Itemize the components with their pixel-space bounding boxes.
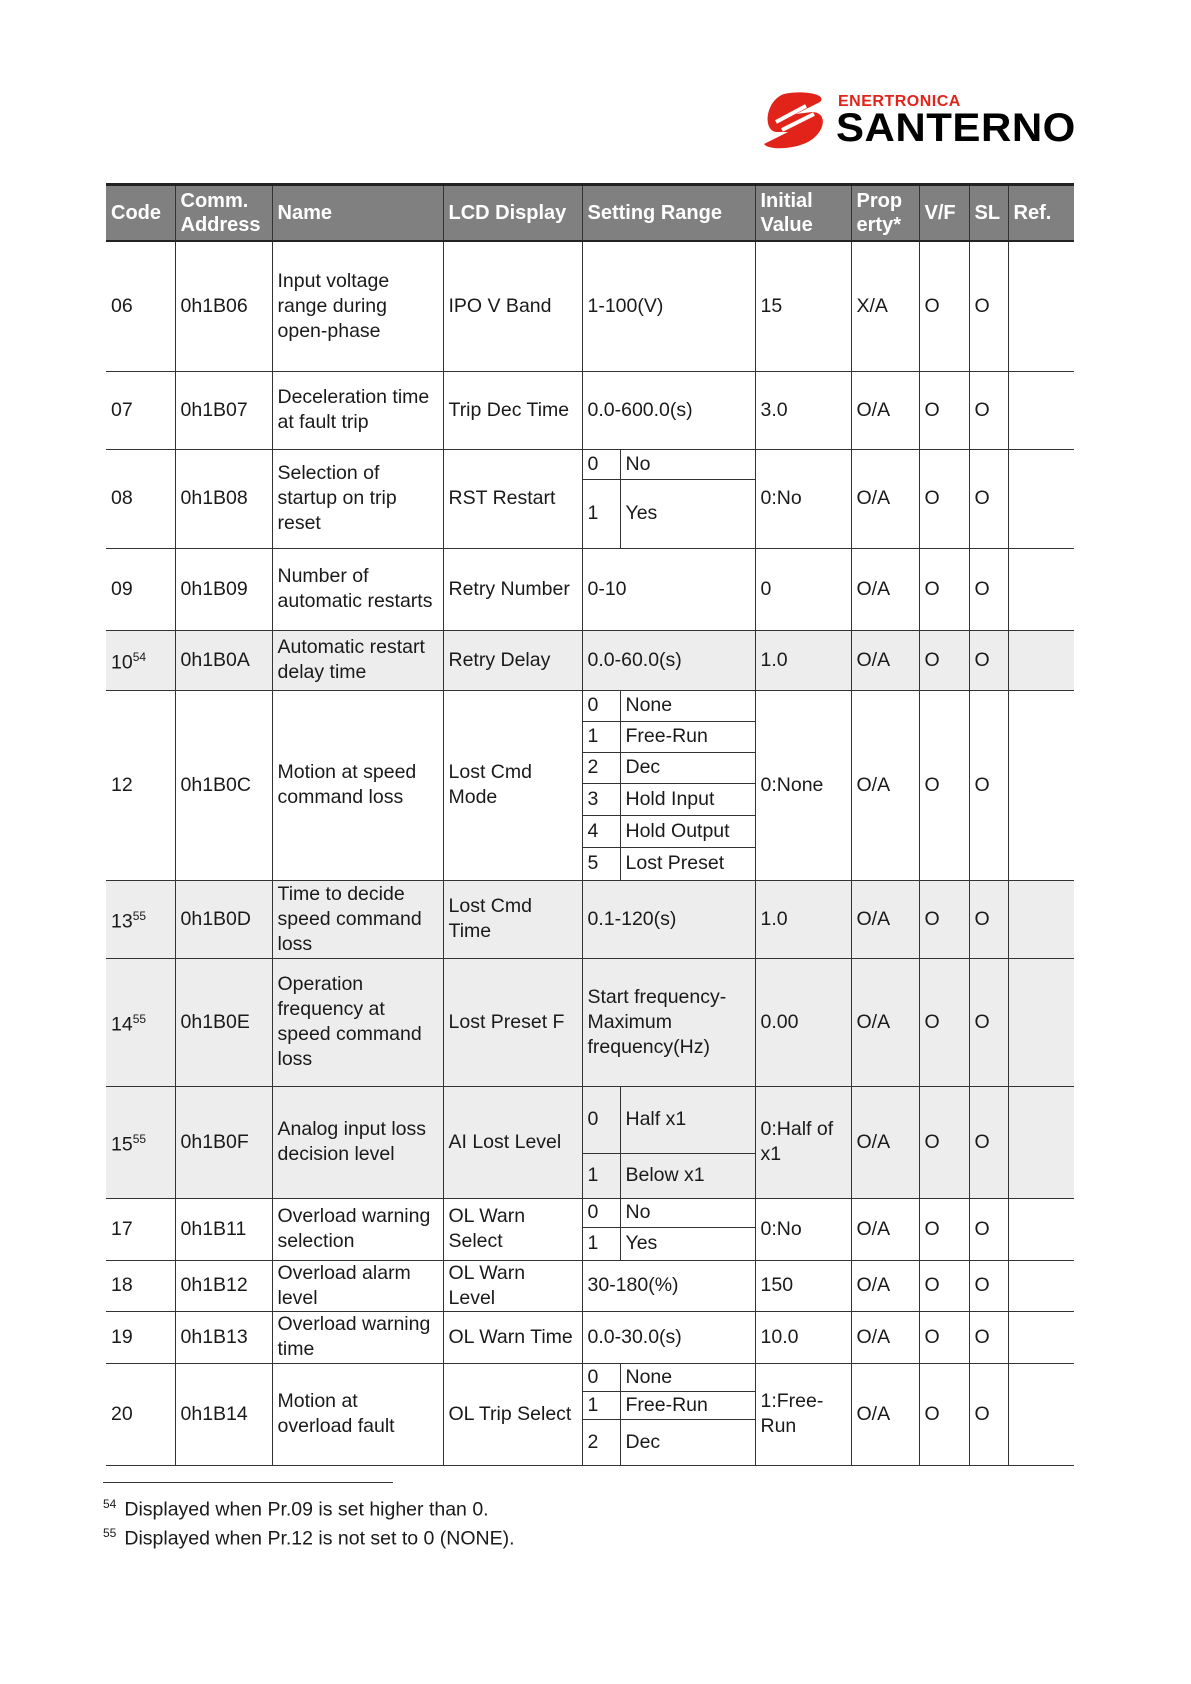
header-code: Code [106, 185, 175, 242]
setting-range-options [582, 1086, 755, 1198]
address-cell: 0h1B14 [175, 1363, 272, 1465]
name-cell: Selection of startup on trip reset [272, 449, 443, 548]
initial-value-cell: 3.0 [755, 371, 851, 449]
setting-range-cell: 0.0-60.0(s) [582, 630, 755, 690]
setting-range-options [582, 449, 755, 548]
table-header-row [106, 185, 1074, 242]
option-row [583, 480, 755, 547]
setting-range-cell: 0.0-600.0(s) [582, 371, 755, 449]
lcd-cell: IPO V Band [443, 241, 582, 371]
option-label: Free-Run [625, 1394, 708, 1417]
ref-cell [1008, 371, 1074, 449]
footnote-54 [103, 1497, 489, 1522]
sl-cell: O [969, 449, 1008, 548]
address-cell: 0h1B0D [175, 880, 272, 958]
sl-cell: O [969, 1260, 1008, 1311]
footnote-number: 54 [103, 1497, 117, 1511]
ref-cell [1008, 1363, 1074, 1465]
footnote-ref: 55 [132, 1011, 147, 1026]
table-row [106, 1311, 1074, 1363]
address-cell: 0h1B13 [175, 1311, 272, 1363]
lcd-cell: Lost Preset F [443, 958, 582, 1086]
property-cell: O/A [851, 1311, 919, 1363]
option-label: Half x1 [625, 1108, 687, 1131]
option-row [583, 1364, 755, 1392]
option-number: 0 [583, 1199, 621, 1228]
vf-cell: O [919, 1086, 969, 1198]
initial-value-cell: 1.0 [755, 630, 851, 690]
sl-cell: O [969, 371, 1008, 449]
code-cell [106, 449, 175, 548]
name-cell: Time to decide speed command loss [272, 880, 443, 958]
option-row [583, 691, 755, 722]
option-row [583, 1199, 755, 1229]
option-number: 1 [583, 722, 621, 752]
option-row [583, 816, 755, 848]
code-cell [106, 1086, 175, 1198]
ref-cell [1008, 1198, 1074, 1260]
option-label: No [625, 452, 651, 475]
option-number: 1 [583, 1392, 621, 1419]
ref-cell [1008, 1260, 1074, 1311]
header-setting-range: Setting Range [582, 185, 755, 242]
vf-cell: O [919, 548, 969, 630]
header-property: Prop erty* [851, 185, 919, 242]
sl-cell: O [969, 1086, 1008, 1198]
footnote-55 [103, 1526, 515, 1551]
vf-cell: O [919, 371, 969, 449]
header-ref: Ref. [1008, 185, 1074, 242]
option-row [583, 1420, 755, 1464]
code-value: 12 [111, 773, 133, 796]
footnote-text: Displayed when Pr.09 is set higher than 0. [124, 1498, 489, 1521]
option-row [583, 1392, 755, 1420]
header-initial-value: Initial Value [755, 185, 851, 242]
initial-value-cell: 0:No [755, 1198, 851, 1260]
initial-value-cell: 150 [755, 1260, 851, 1311]
option-label: Hold Output [625, 820, 730, 843]
address-cell: 0h1B09 [175, 548, 272, 630]
code-cell [106, 958, 175, 1086]
table-row [106, 548, 1074, 630]
sl-cell: O [969, 880, 1008, 958]
name-cell: Overload alarm level [272, 1260, 443, 1311]
ref-cell [1008, 1311, 1074, 1363]
name-cell: Deceleration time at fault trip [272, 371, 443, 449]
property-cell: O/A [851, 1086, 919, 1198]
lcd-cell: OL Warn Level [443, 1260, 582, 1311]
property-cell: O/A [851, 548, 919, 630]
table-row [106, 1086, 1074, 1198]
table-row [106, 880, 1074, 958]
setting-range-cell: Start frequency-Maximum frequency(Hz) [582, 958, 755, 1086]
option-number: 0 [583, 1087, 621, 1153]
option-row [583, 1154, 755, 1198]
address-cell: 0h1B11 [175, 1198, 272, 1260]
setting-range-cell: 0-10 [582, 548, 755, 630]
option-label: Free-Run [625, 725, 708, 748]
option-number: 2 [583, 753, 621, 783]
ref-cell [1008, 690, 1074, 880]
footnote-ref: 54 [132, 649, 147, 664]
ref-cell [1008, 1086, 1074, 1198]
code-value: 06 [111, 294, 133, 317]
code-cell [106, 1363, 175, 1465]
option-row [583, 848, 755, 879]
code-cell [106, 241, 175, 371]
ref-cell [1008, 241, 1074, 371]
property-cell: O/A [851, 449, 919, 548]
name-cell: Motion at overload fault [272, 1363, 443, 1465]
sl-cell: O [969, 1311, 1008, 1363]
footnote-divider [103, 1482, 393, 1483]
code-value: 15 [111, 1133, 133, 1156]
name-cell: Automatic restart delay time [272, 630, 443, 690]
option-row [583, 722, 755, 753]
option-number: 0 [583, 450, 621, 480]
footnote-text: Displayed when Pr.12 is not set to 0 (NONE). [124, 1527, 515, 1550]
option-label: Dec [625, 1430, 661, 1453]
table-row [106, 1363, 1074, 1465]
table-row [106, 371, 1074, 449]
option-number: 0 [583, 1364, 621, 1391]
code-cell [106, 371, 175, 449]
parameter-table [106, 183, 1074, 1466]
code-value: 20 [111, 1402, 133, 1425]
option-number: 5 [583, 848, 621, 879]
santerno-logo [762, 88, 1076, 154]
table-row [106, 1260, 1074, 1311]
sl-cell: O [969, 548, 1008, 630]
header-lcd-display: LCD Display [443, 185, 582, 242]
option-number: 1 [583, 480, 621, 547]
code-cell [106, 690, 175, 880]
initial-value-cell: 0:No [755, 449, 851, 548]
setting-range-options [582, 1198, 755, 1260]
name-cell: Overload warning selection [272, 1198, 443, 1260]
option-row [583, 450, 755, 481]
code-cell [106, 1198, 175, 1260]
header-sl: SL [969, 185, 1008, 242]
property-cell: O/A [851, 1260, 919, 1311]
lcd-cell: Retry Delay [443, 630, 582, 690]
lcd-cell: Lost Cmd Time [443, 880, 582, 958]
option-row [583, 784, 755, 816]
property-cell: O/A [851, 880, 919, 958]
ref-cell [1008, 958, 1074, 1086]
option-row [583, 1087, 755, 1154]
name-cell: Analog input loss decision level [272, 1086, 443, 1198]
vf-cell: O [919, 958, 969, 1086]
table-row [106, 690, 1074, 880]
initial-value-cell: 0:None [755, 690, 851, 880]
sl-cell: O [969, 630, 1008, 690]
option-label: Hold Input [625, 788, 715, 811]
logo-brand-text: SANTERNO [836, 106, 1076, 150]
lcd-cell: AI Lost Level [443, 1086, 582, 1198]
logo-top-text: ENERTRONICA [838, 93, 961, 110]
vf-cell: O [919, 690, 969, 880]
header-name: Name [272, 185, 443, 242]
option-row [583, 753, 755, 784]
initial-value-cell: 15 [755, 241, 851, 371]
code-value: 13 [111, 910, 133, 933]
code-cell [106, 880, 175, 958]
footnote-ref: 55 [132, 908, 147, 923]
address-cell: 0h1B0F [175, 1086, 272, 1198]
vf-cell: O [919, 1260, 969, 1311]
header-comm-address: Comm. Address [175, 185, 272, 242]
header-vf: V/F [919, 185, 969, 242]
name-cell: Number of automatic restarts [272, 548, 443, 630]
lcd-cell: OL Warn Select [443, 1198, 582, 1260]
vf-cell: O [919, 630, 969, 690]
code-value: 17 [111, 1217, 133, 1240]
address-cell: 0h1B0C [175, 690, 272, 880]
option-label: Dec [625, 756, 661, 779]
property-cell: O/A [851, 371, 919, 449]
option-number: 0 [583, 691, 621, 721]
vf-cell: O [919, 449, 969, 548]
address-cell: 0h1B07 [175, 371, 272, 449]
setting-range-cell: 0.1-120(s) [582, 880, 755, 958]
code-cell [106, 1260, 175, 1311]
sl-cell: O [969, 690, 1008, 880]
ref-cell [1008, 548, 1074, 630]
name-cell: Operation frequency at speed command loss [272, 958, 443, 1086]
property-cell: O/A [851, 1198, 919, 1260]
option-number: 2 [583, 1420, 621, 1464]
table-row [106, 1198, 1074, 1260]
table-row [106, 630, 1074, 690]
lcd-cell: Lost Cmd Mode [443, 690, 582, 880]
setting-range-cell: 1-100(V) [582, 241, 755, 371]
setting-range-options [582, 1363, 755, 1465]
setting-range-cell: 30-180(%) [582, 1260, 755, 1311]
option-label: No [625, 1201, 651, 1224]
logo-mark-icon [762, 92, 830, 150]
initial-value-cell: 0 [755, 548, 851, 630]
option-number: 3 [583, 784, 621, 815]
code-value: 19 [111, 1325, 133, 1348]
code-cell [106, 630, 175, 690]
option-label: Below x1 [625, 1164, 705, 1187]
lcd-cell: OL Trip Select [443, 1363, 582, 1465]
address-cell: 0h1B08 [175, 449, 272, 548]
name-cell: Overload warning time [272, 1311, 443, 1363]
lcd-cell: RST Restart [443, 449, 582, 548]
name-cell: Input voltage range during open-phase [272, 241, 443, 371]
setting-range-cell: 0.0-30.0(s) [582, 1311, 755, 1363]
option-label: None [625, 694, 673, 717]
code-value: 09 [111, 577, 133, 600]
sl-cell: O [969, 241, 1008, 371]
ref-cell [1008, 630, 1074, 690]
option-label: None [625, 1365, 673, 1388]
initial-value-cell: 0.00 [755, 958, 851, 1086]
lcd-cell: Trip Dec Time [443, 371, 582, 449]
footnote-number: 55 [103, 1526, 117, 1540]
vf-cell: O [919, 880, 969, 958]
table-row [106, 241, 1074, 371]
name-cell: Motion at speed command loss [272, 690, 443, 880]
option-number: 1 [583, 1228, 621, 1259]
code-value: 14 [111, 1013, 133, 1036]
code-cell [106, 1311, 175, 1363]
address-cell: 0h1B12 [175, 1260, 272, 1311]
option-number: 1 [583, 1154, 621, 1198]
option-label: Yes [625, 1232, 658, 1255]
address-cell: 0h1B0E [175, 958, 272, 1086]
option-row [583, 1228, 755, 1259]
code-value: 10 [111, 651, 133, 674]
table-row [106, 958, 1074, 1086]
vf-cell: O [919, 1311, 969, 1363]
lcd-cell: OL Warn Time [443, 1311, 582, 1363]
vf-cell: O [919, 1198, 969, 1260]
option-label: Lost Preset [625, 852, 725, 875]
option-number: 4 [583, 816, 621, 847]
vf-cell: O [919, 241, 969, 371]
property-cell: O/A [851, 958, 919, 1086]
code-value: 07 [111, 398, 133, 421]
property-cell: O/A [851, 1363, 919, 1465]
address-cell: 0h1B06 [175, 241, 272, 371]
ref-cell [1008, 449, 1074, 548]
table-row [106, 449, 1074, 548]
initial-value-cell: 1.0 [755, 880, 851, 958]
lcd-cell: Retry Number [443, 548, 582, 630]
code-value: 18 [111, 1274, 133, 1296]
initial-value-cell: 0:Half of x1 [755, 1086, 851, 1198]
option-label: Yes [625, 502, 658, 525]
sl-cell: O [969, 958, 1008, 1086]
initial-value-cell: 1:Free-Run [755, 1363, 851, 1465]
initial-value-cell: 10.0 [755, 1311, 851, 1363]
property-cell: O/A [851, 690, 919, 880]
sl-cell: O [969, 1363, 1008, 1465]
code-cell [106, 548, 175, 630]
code-value: 08 [111, 487, 133, 509]
property-cell: X/A [851, 241, 919, 371]
vf-cell: O [919, 1363, 969, 1465]
address-cell: 0h1B0A [175, 630, 272, 690]
property-cell: O/A [851, 630, 919, 690]
footnote-ref: 55 [132, 1131, 147, 1146]
sl-cell: O [969, 1198, 1008, 1260]
setting-range-options [582, 690, 755, 880]
ref-cell [1008, 880, 1074, 958]
